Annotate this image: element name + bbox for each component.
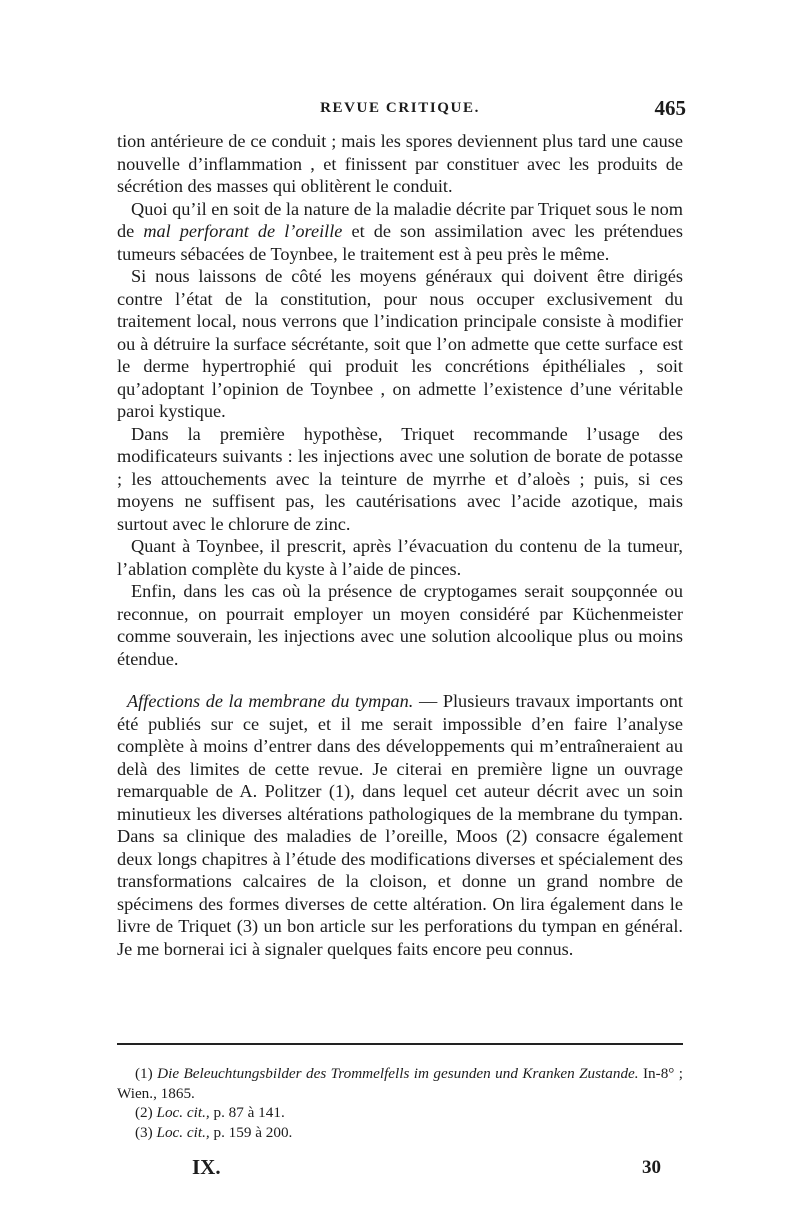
- paragraph: tion antérieure de ce conduit ; mais les spores deviennent plus tard une cause nouvelle d’inflammation , et finissent par constituer avec les produits de sécrétion des masses qui oblitèrent le conduit.: [117, 131, 683, 196]
- paragraph: Si nous laissons de côté les moyens généraux qui doivent être dirigés contre l’état de la constitution, pour nous occuper exclusivement du traitement local, nous verrons que l’indication principale consiste à modifier ou à détruire la surface sécrétante, soit que l’on admette que cette surface est le derme hypertrophié qui produit les concrétions épithéliales , soit qu’adoptant l’opinion de Toynbee , on admette l’existence d’une véritable paroi kystique.: [117, 266, 683, 421]
- main-text: [117, 130, 683, 960]
- footnote-number: (3): [135, 1123, 153, 1141]
- footnote-rest: p. 159 à 200.: [209, 1123, 293, 1141]
- footnote-title: Loc. cit.,: [156, 1104, 210, 1121]
- page-header: [112, 98, 688, 122]
- section-title: Affections de la membrane du tympan.: [127, 691, 414, 711]
- footnote-title: Loc. cit.,: [156, 1123, 210, 1141]
- footnote-rest: In-8° ; Wien., 1865.: [117, 1065, 683, 1102]
- paragraph: Enfin, dans les cas où la présence de cryptogames serait soupçonnée ou reconnue, on pourrait employer un moyen considéré par Küchenmeister comme souverain, les injections avec une solution alcoolique plus ou moins étendue.: [117, 581, 683, 669]
- footnote: [117, 1103, 683, 1123]
- footnote: [117, 1064, 683, 1103]
- italic-term: mal perforant de l’oreille: [143, 221, 343, 241]
- footnote: [117, 1123, 683, 1143]
- footnote-number: (2): [135, 1104, 153, 1121]
- footnote-title: Die Beleuchtungsbilder des Trommelfells im gesunden und Kranken Zustande.: [157, 1065, 639, 1082]
- footnote-rule: [117, 1043, 683, 1045]
- section-text: — Plusieurs travaux importants ont été publiés sur ce sujet, et il me serait impossible d’en faire l’analyse complète à moins d’entrer dans des développements qui m’entraîneraient au delà des limites de cette revue. Je citerai en première ligne un ouvrage remarquable de A. Politzer (1), dans lequel cet auteur décrit avec un soin minutieux les diverses altérations pathologiques de la membrane du tympan. Dans sa clinique des maladies de l’oreille, Moos (2) consacre également deux longs chapitres à l’étude des modifications diverses et spécialement des transformations calcaires de la cloison, et donne un grand nombre de spécimens des formes diverses de cette altération. On lira également dans le livre de Triquet (3) un bon article sur les perforations du tympan en général. Je me bornerai ici à signaler quelques faits encore peu connus.: [117, 691, 683, 959]
- paragraph-lead: Quoi qu’il en soit de la nature de la maladie décrite par Triquet sous le nom de: [117, 198, 683, 241]
- footnote-number: (1): [135, 1065, 153, 1082]
- footnote-rest: p. 87 à 141.: [209, 1104, 285, 1121]
- footnotes: [117, 1064, 683, 1142]
- signature-mark: IX.: [192, 1155, 221, 1179]
- paragraph: Quant à Toynbee, il prescrit, après l’évacuation du contenu de la tumeur, l’ablation complète du kyste à l’aide de pinces.: [117, 536, 683, 579]
- paragraph-rest: et de son assimilation avec les prétendues tumeurs sébacées de Toynbee, le traitement est à peu près le même.: [117, 221, 683, 264]
- section-paragraph: [117, 690, 683, 960]
- paragraph: [117, 198, 683, 266]
- page-number: 465: [654, 96, 686, 120]
- sheet-number: 30: [642, 1157, 661, 1178]
- paragraph: Dans la première hypothèse, Triquet recommande l’usage des modificateurs suivants : les injections avec une solution de borate de potasse ; les attouchements avec la teinture de myrrhe et d’aloès ; puis, si ces moyens ne suffisent pas, les cautérisations avec l’acide azotique, mais surtout avec le chlorure de zinc.: [117, 423, 683, 534]
- running-title: REVUE CRITIQUE.: [320, 100, 480, 116]
- page-footer: [117, 1155, 683, 1183]
